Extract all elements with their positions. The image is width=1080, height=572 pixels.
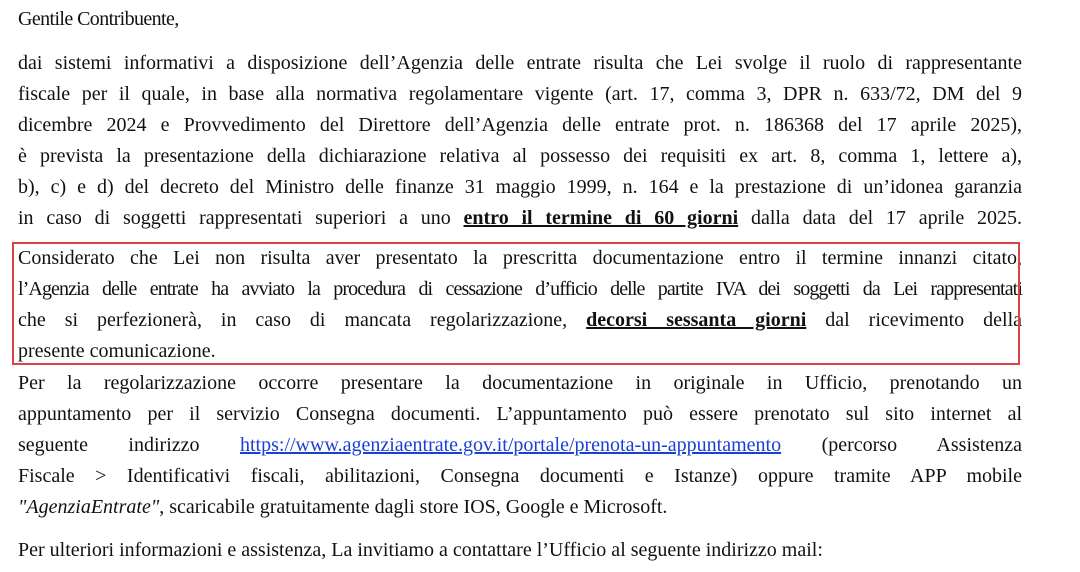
para2-line-4: presente comunicazione. xyxy=(18,340,216,362)
deadline-sixty-days: decorsi sessanta giorni xyxy=(586,309,807,331)
para2-line-3 xyxy=(18,305,1022,336)
greeting: Gentile Contribuente, xyxy=(18,8,179,30)
para1-line-6-text: in caso di soggetti rappresentati superiori a uno xyxy=(18,207,464,229)
para4-line-1: Per ulteriori informazioni e assistenza, La invitiamo a contattare l’Ufficio al seguente indirizzo mail: xyxy=(18,539,823,561)
para3-line-4: Fiscale > Identificativi fiscali, abilitazioni, Consegna documenti e Istanze) oppure tramite APP mobile xyxy=(18,465,1022,487)
para1-line-1: dai sistemi informativi a disposizione dell’Agenzia delle entrate risulta che Lei svolge il ruolo di rappresentante xyxy=(18,52,1022,74)
para2-line-3-tail: dal ricevimento della xyxy=(806,309,1023,331)
para2-line-3-text: che si perfezionerà, in caso di mancata regolarizzazione, xyxy=(18,309,587,331)
para3-line-3-text: seguente indirizzo xyxy=(18,434,240,456)
para1-line-6-tail: dalla data del 17 aprile 2025. xyxy=(738,207,1023,229)
para2-line-1: Considerato che Lei non risulta aver presentato la prescritta documentazione entro il termine innanzi citato, xyxy=(18,247,1022,269)
para3-line-5-text: , scaricabile gratuitamente dagli store IOS, Google e Microsoft. xyxy=(159,496,668,518)
para3-line-3-tail: (percorso Assistenza xyxy=(781,434,1022,456)
para3-line-1: Per la regolarizzazione occorre presentare la documentazione in originale in Ufficio, prenotando un xyxy=(18,372,1022,394)
app-name: "AgenziaEntrate" xyxy=(18,496,160,518)
deadline-60-days: entro il termine di 60 giorni xyxy=(463,207,739,229)
para1-line-6 xyxy=(18,203,1022,234)
para3-line-5 xyxy=(18,492,1022,523)
para1-line-3: dicembre 2024 e Provvedimento del Direttore dell’Agenzia delle entrate prot. n. 186368 del 17 aprile 2025), xyxy=(18,114,1022,136)
para3-line-2: appuntamento per il servizio Consegna documenti. L’appuntamento può essere prenotato sul sito internet al xyxy=(18,403,1022,425)
para1-line-4: è prevista la presentazione della dichiarazione relativa al possesso dei requisiti ex art. 8, comma 1, lettere a), xyxy=(18,145,1022,167)
para2-line-2: l’Agenzia delle entrate ha avviato la procedura di cessazione d’ufficio delle partite IVA dei soggetti da Lei rappresentati xyxy=(18,278,1022,300)
para1-line-2: fiscale per il quale, in base alla normativa regolamentare vigente (art. 17, comma 3, DPR n. 633/72, DM del 9 xyxy=(18,83,1022,105)
booking-link[interactable]: https://www.agenziaentrate.gov.it/portale/prenota-un-appuntamento xyxy=(239,434,782,456)
para3-line-3 xyxy=(18,430,1022,461)
para1-line-5: b), c) e d) del decreto del Ministro delle finanze 31 maggio 1999, n. 164 e la prestazione di un’idonea garanzia xyxy=(18,176,1022,198)
